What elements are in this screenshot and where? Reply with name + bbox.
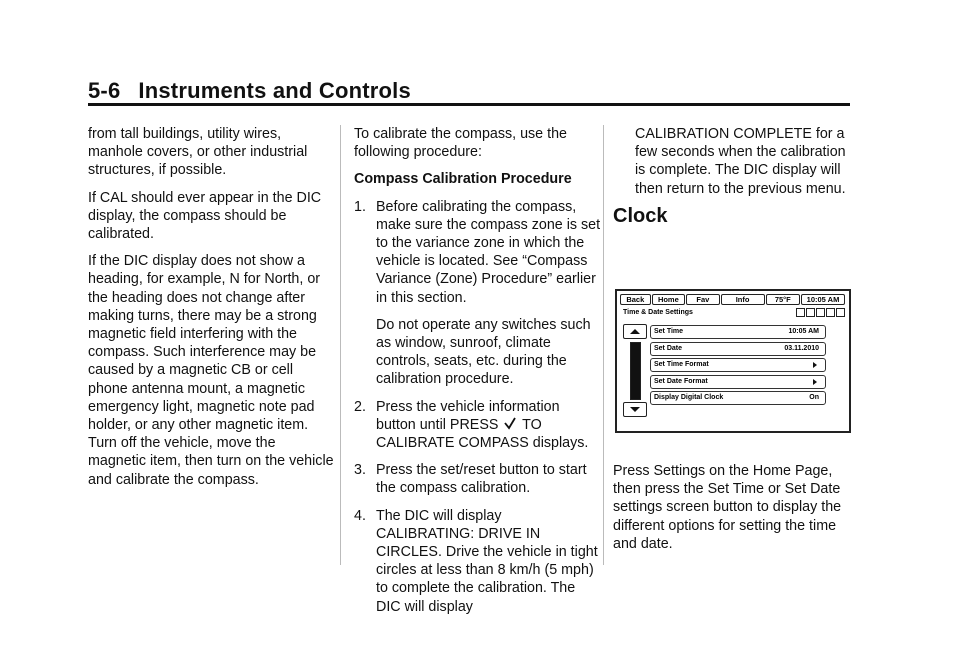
chapter-title: Instruments and Controls xyxy=(138,78,411,103)
status-icon xyxy=(796,308,805,317)
settings-row-date-format xyxy=(650,375,826,389)
column-3-lower xyxy=(613,462,853,562)
status-icon xyxy=(806,308,815,317)
header-rule xyxy=(88,103,850,106)
info-button: Info xyxy=(721,294,765,305)
settings-row-set-date xyxy=(650,342,826,356)
step-number: 2. xyxy=(354,398,366,415)
scrollbar-track xyxy=(630,342,641,400)
step-continuation: CALIBRATION COMPLETE for a few seconds when the calibration is complete. The DIC display will then return to the previous menu. xyxy=(635,126,846,197)
row-label: Set Time Format xyxy=(654,361,709,368)
settings-row-set-time xyxy=(650,325,826,339)
screen-title: Time & Date Settings xyxy=(623,309,693,316)
step-number: 4. xyxy=(354,507,366,524)
column-1 xyxy=(88,125,336,498)
infotainment-screen-illustration xyxy=(615,289,851,433)
fav-button: Fav xyxy=(686,294,719,305)
scroll-down-icon xyxy=(623,402,647,417)
scroll-up-icon xyxy=(623,324,647,339)
column-divider xyxy=(340,125,341,565)
column-divider xyxy=(603,125,604,565)
paragraph: If CAL should ever appear in the DIC display, the compass should be calibrated. xyxy=(88,189,322,243)
step-text: Press the vehicle information button until PRESS xyxy=(376,398,560,433)
settings-list xyxy=(650,325,826,408)
step-text: TO CALIBRATE COMPASS displays. xyxy=(376,416,589,452)
chevron-right-icon xyxy=(813,362,817,368)
column-3 xyxy=(613,125,853,234)
list-item xyxy=(354,398,602,453)
screen-top-bar xyxy=(620,294,846,305)
paragraph: Press Settings on the Home Page, then press the Set Time or Set Date settings screen button to display the different options for setting the time and date. xyxy=(613,463,842,552)
row-label: Set Date xyxy=(654,344,683,352)
row-label: Set Time xyxy=(654,328,684,335)
chevron-right-icon xyxy=(813,379,817,385)
status-icons xyxy=(796,308,845,317)
paragraph: from tall buildings, utility wires, manhole covers, or other industrial structures, if possible. xyxy=(88,126,308,179)
procedure-heading: Compass Calibration Procedure xyxy=(354,171,572,188)
header-title xyxy=(88,78,850,104)
row-value: On xyxy=(809,394,819,401)
settings-row-digital-clock xyxy=(650,391,826,405)
step-number: 3. xyxy=(354,462,366,479)
row-value: 10:05 AM xyxy=(788,328,819,335)
row-value: 03.11.2010 xyxy=(784,344,819,352)
column-2 xyxy=(354,125,602,625)
list-item xyxy=(354,461,602,497)
step-text: The DIC will display CALIBRATING: DRIVE IN CIRCLES. Drive the vehicle in tight circles at less than 8 km/h (5 mph) to complete the calibration. The DIC will display xyxy=(376,507,598,615)
section-number: 5-6 xyxy=(88,78,121,103)
status-icon xyxy=(826,308,835,317)
status-icon xyxy=(836,308,845,317)
page-header xyxy=(88,78,850,104)
clock-readout: 10:05 AM xyxy=(801,294,845,305)
section-title: Clock xyxy=(613,204,668,227)
home-button: Home xyxy=(652,294,685,305)
row-label: Display Digital Clock xyxy=(654,394,724,401)
temperature-readout: 75°F xyxy=(766,294,800,305)
procedure-steps xyxy=(354,198,602,616)
row-label: Set Date Format xyxy=(654,377,708,385)
status-icon xyxy=(816,308,825,317)
paragraph: To calibrate the compass, use the following procedure: xyxy=(354,126,567,161)
step-text: Press the set/reset button to start the compass calibration. xyxy=(376,462,587,497)
back-button: Back xyxy=(620,294,651,305)
step-number: 1. xyxy=(354,198,366,215)
list-item xyxy=(354,198,602,389)
step-note: Do not operate any switches such as window, sunroof, climate controls, seats, etc. during the calibration procedure. xyxy=(376,316,591,388)
checkmark-icon xyxy=(503,416,517,430)
settings-row-time-format xyxy=(650,358,826,372)
paragraph: If the DIC display does not show a heading, for example, N for North, or the heading does not change after making turns, there may be a strong magnetic field interfering with the compass. Such interference may be caused by a magnetic CB or cell phone antenna mount, a magnetic emergency light, magnetic note pad holder, or any other magnetic item. Turn off the vehicle, move the magnetic item, then turn on the vehicle and calibrate the compass. xyxy=(88,253,334,488)
list-item xyxy=(354,507,602,616)
step-text: Before calibrating the compass, make sure the compass zone is set to the variance zone in which the vehicle is located. See “Compass Variance (Zone) Procedure” earlier in this section. xyxy=(376,198,601,306)
